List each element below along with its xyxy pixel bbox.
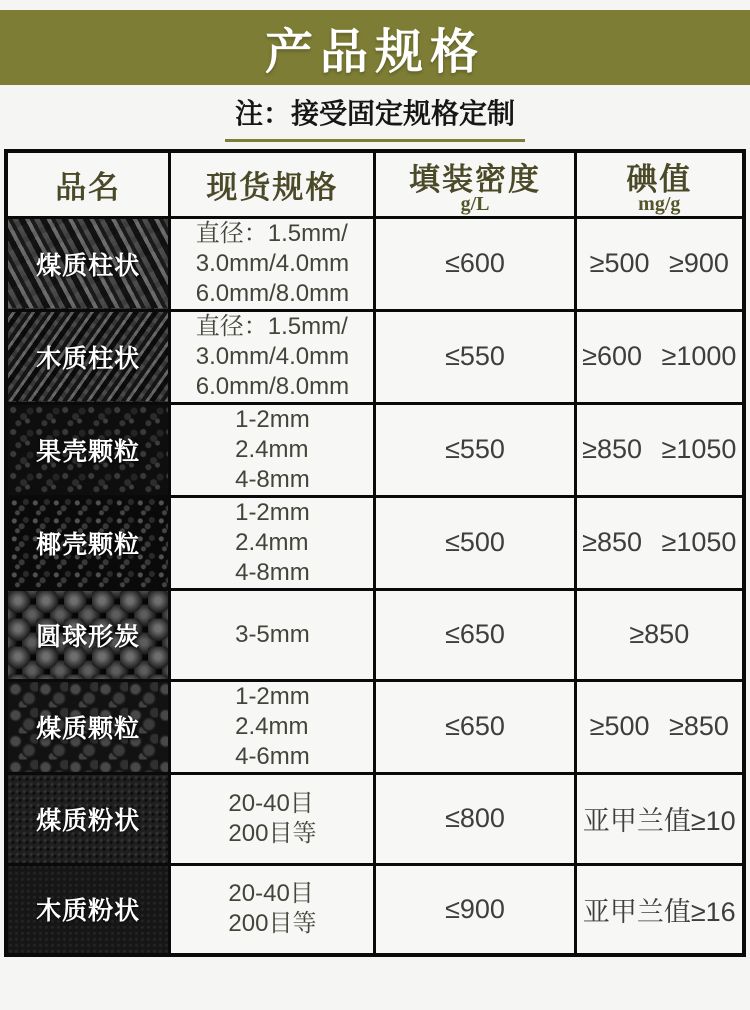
spec-line: 200目等: [228, 819, 317, 847]
header-label: 品名: [55, 169, 122, 205]
note-text: 注：接受固定规格定制: [225, 92, 525, 142]
iodine-cell: ≥600 ≥1000: [575, 310, 744, 403]
product-name: 木质柱状: [36, 344, 141, 373]
product-name: 果壳颗粒: [36, 437, 141, 466]
density-cell: ≤550: [375, 310, 575, 403]
product-photo-cell: [6, 217, 170, 310]
col-header-product-name: [6, 151, 170, 217]
density-cell: ≤550: [375, 403, 575, 496]
spec-line: 4-6mm: [235, 742, 310, 770]
iodine-cell: ≥500 ≥850: [575, 680, 744, 773]
table-row: [6, 310, 744, 403]
product-photo-cell: [6, 310, 170, 403]
spec-cell: [170, 680, 375, 773]
iodine-cell: ≥850: [575, 589, 744, 680]
table-row: [6, 680, 744, 773]
spec-line: 2.4mm: [235, 528, 309, 556]
table-row: [6, 217, 744, 310]
table-row: [6, 496, 744, 589]
spec-cell: [170, 403, 375, 496]
product-name: 煤质粉状: [36, 806, 141, 835]
table-row: [6, 773, 744, 864]
col-header-iodine-value: [575, 151, 744, 217]
spec-cell: [170, 310, 375, 403]
product-name: 圆球形炭: [36, 622, 141, 651]
spec-cell: [170, 773, 375, 864]
header-unit: g/L: [460, 193, 490, 216]
density-cell: ≤650: [375, 680, 575, 773]
spec-line: 直径：1.5mm/: [195, 312, 348, 340]
spec-line: 1-2mm: [235, 405, 310, 433]
table-row: [6, 403, 744, 496]
note: [0, 85, 750, 149]
table-row: [6, 589, 744, 680]
spec-table: [4, 149, 746, 957]
product-photo-cell: [6, 680, 170, 773]
spec-line: 20-40目: [228, 789, 314, 817]
table-row: [6, 864, 744, 955]
product-photo-cell: [6, 773, 170, 864]
iodine-cell: ≥850 ≥1050: [575, 403, 744, 496]
banner: [0, 10, 750, 85]
header-label: 填装密度: [409, 162, 542, 198]
density-cell: ≤900: [375, 864, 575, 955]
spec-line: 6.0mm/8.0mm: [195, 279, 350, 307]
density-cell: ≤600: [375, 217, 575, 310]
spec-line: 1-2mm: [235, 498, 310, 526]
spec-line: 3.0mm/4.0mm: [195, 249, 350, 277]
product-photo-cell: [6, 496, 170, 589]
spec-line: 2.4mm: [235, 712, 309, 740]
iodine-cell: 亚甲兰值≥10: [575, 773, 744, 864]
spec-cell: [170, 864, 375, 955]
header-label: 现货规格: [206, 169, 339, 205]
density-cell: ≤800: [375, 773, 575, 864]
spec-cell: [170, 589, 375, 680]
product-photo-cell: [6, 403, 170, 496]
product-name: 煤质柱状: [36, 251, 141, 280]
spec-line: 3.0mm/4.0mm: [195, 342, 350, 370]
product-photo-cell: [6, 589, 170, 680]
product-name: 椰壳颗粒: [36, 530, 141, 559]
header-unit: mg/g: [638, 193, 681, 216]
spec-line: 20-40目: [228, 880, 314, 908]
density-cell: ≤500: [375, 496, 575, 589]
spec-cell: [170, 496, 375, 589]
header-row: [6, 151, 744, 217]
header-label: 碘值: [626, 162, 693, 198]
col-header-stock-spec: [170, 151, 375, 217]
spec-cell: [170, 217, 375, 310]
iodine-cell: ≥850 ≥1050: [575, 496, 744, 589]
iodine-cell: 亚甲兰值≥16: [575, 864, 744, 955]
iodine-cell: ≥500 ≥900: [575, 217, 744, 310]
spec-line: 6.0mm/8.0mm: [195, 372, 350, 400]
product-name: 煤质颗粒: [36, 714, 141, 743]
col-header-packing-density: [375, 151, 575, 217]
spec-line: 直径：1.5mm/: [195, 219, 348, 247]
spec-line: 2.4mm: [235, 435, 309, 463]
product-name: 木质粉状: [36, 897, 141, 926]
spec-line: 200目等: [228, 910, 317, 938]
spec-line: 3-5mm: [235, 620, 310, 648]
page-title: 产品规格: [264, 26, 485, 79]
spec-line: 1-2mm: [235, 682, 310, 710]
product-photo-cell: [6, 864, 170, 955]
density-cell: ≤650: [375, 589, 575, 680]
spec-line: 4-8mm: [235, 558, 310, 586]
spec-line: 4-8mm: [235, 465, 310, 493]
